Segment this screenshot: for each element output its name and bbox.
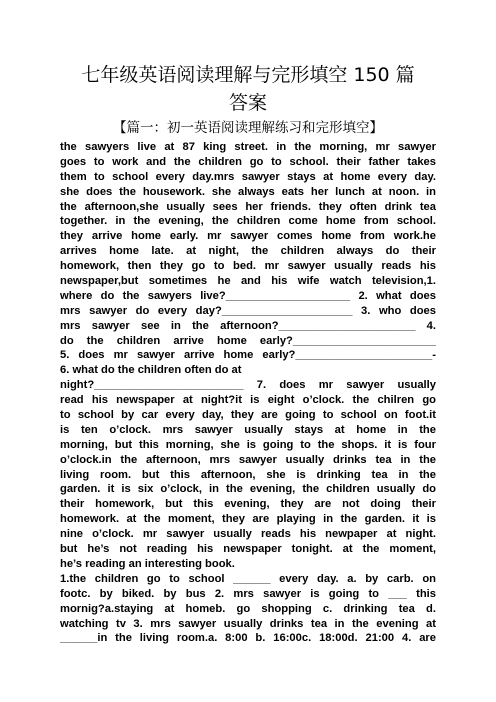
text-line: morning, but this morning, she is going to the shops. it is four — [60, 438, 436, 451]
text-line: she does the housework. she always eats her lunch at noon. in — [60, 185, 436, 198]
text-line: together. in the evening, the children come home from school. — [60, 215, 436, 228]
text-line: homework, then they go to bed. mr sawyer usually reads his — [60, 260, 436, 273]
text-line: they arrive home early. mr sawyer comes home from work.he — [60, 230, 436, 243]
text-line: 6. what do the children often do at — [60, 364, 242, 377]
text-line: o’clock.in the afternoon, mrs sawyer usually drinks tea in the — [60, 453, 436, 466]
text-line: their homework, but this evening, they are not doing their — [60, 498, 436, 511]
text-line: where do the sawyers live?____________________ 2. what does — [60, 289, 436, 302]
text-line: read his newspaper at night?it is eight o’clock. the chilren go — [60, 394, 436, 407]
text-line: footc. by biked. by bus 2. mrs sawyer is going to ___ this — [60, 587, 436, 600]
text-line: but he’s not reading his newspaper tonight. at the moment, — [60, 543, 436, 556]
text-line: goes to work and the children go to school. their father takes — [60, 155, 436, 168]
text-line: the sawyers live at 87 king street. in the morning, mr sawyer — [60, 141, 436, 153]
text-line: nine o’clock. mr sawyer usually reads his newpaper at night. — [60, 528, 436, 541]
text-line: he’s reading an interesting book. — [60, 557, 235, 570]
text-line: is ten o’clock. mrs sawyer usually stays at home in the — [60, 423, 436, 436]
document-title-continued: 答案 — [228, 92, 267, 114]
text-line: do the children arrive home early?_______________________ — [60, 334, 436, 347]
text-line: the afternoon,she usually sees her friends. they often drink tea — [60, 200, 436, 213]
body-text — [60, 140, 436, 646]
document-title: 七年级英语阅读理解与完形填空 150 篇 — [81, 64, 415, 86]
text-line: night?________________________ 7. does mr sawyer usually — [60, 379, 436, 392]
text-line: them to school every day.mrs sawyer stays at home every day. — [60, 170, 436, 183]
section-heading: 【篇一：初一英语阅读理解练习和完形填空】 — [113, 120, 383, 136]
text-line: arrives home late. at night, the children always do their — [60, 245, 436, 258]
text-line: newspaper,but sometimes he and his wife watch television,1. — [60, 275, 436, 288]
text-line: garden. it is six o’clock, in the evening, the children usually do — [60, 483, 436, 496]
text-line: ______in the living room.a. 8:00 b. 16:00c. 18:00d. 21:00 4. are — [60, 632, 436, 645]
text-line: mornig?a.staying at homeb. go shopping c. drinking tea d. — [60, 602, 436, 615]
text-line: living room. but this afternoon, she is drinking tea in the — [60, 468, 436, 481]
text-line: mrs sawyer do every day?_____________________ 3. who does — [60, 304, 436, 317]
text-line: watching tv 3. mrs sawyer usually drinks tea in the evening at — [60, 617, 436, 630]
text-line: mrs sawyer see in the afternoon?______________________ 4. — [60, 319, 436, 332]
text-line: 1.the children go to school ______ every day. a. by carb. on — [60, 572, 436, 585]
text-line: 5. does mr sawyer arrive home early?______________________- — [60, 349, 436, 362]
text-line: to school by car every day, they are going to school on foot.it — [60, 409, 436, 422]
text-line: homework. at the moment, they are playing in the garden. it is — [60, 513, 436, 526]
